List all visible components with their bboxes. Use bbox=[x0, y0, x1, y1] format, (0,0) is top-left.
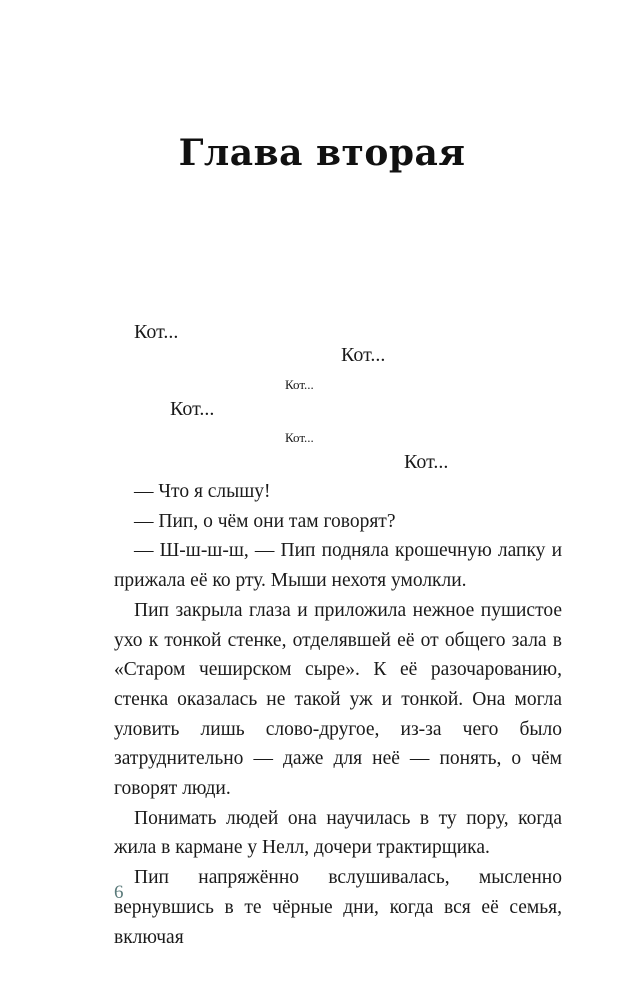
paragraph: Пип закрыла глаза и приложила нежное пушистое ухо к тонкой стенке, отделявшей её от общего зала в «Старом чеширском сыре». К её разочарованию, стенка оказалась не такой уж и тонкой. Она могла уловить лишь слово-другое, из-за чего было затруднительно — даже для неё — понять, о чём говорят люди. bbox=[114, 599, 562, 800]
paragraph: — Ш-ш-ш-ш, — Пип подняла крошечную лапку и прижала её ко рту. Мыши нехотя умолкли. bbox=[114, 540, 562, 592]
paragraph: Понимать людей она научилась в ту пору, когда жила в кармане у Нелл, дочери трактирщика. bbox=[114, 807, 562, 859]
echo-word: Кот... bbox=[134, 321, 179, 343]
body-text bbox=[114, 477, 562, 952]
chapter-title: Глава вторая bbox=[178, 132, 466, 174]
echo-word: Кот... bbox=[285, 377, 314, 392]
echo-word: Кот... bbox=[341, 344, 386, 366]
paragraph: — Пип, о чём они там говорят? bbox=[134, 510, 396, 532]
echo-word: Кот... bbox=[404, 451, 449, 473]
paragraph: Пип напряжённо вслушивалась, мысленно вернувшись в те чёрные дни, когда вся её семья, включая bbox=[114, 867, 562, 948]
paragraph: — Что я слышу! bbox=[134, 481, 271, 502]
echo-word: Кот... bbox=[285, 430, 314, 445]
echo-word: Кот... bbox=[170, 398, 215, 420]
page-number: 6 bbox=[114, 882, 124, 903]
